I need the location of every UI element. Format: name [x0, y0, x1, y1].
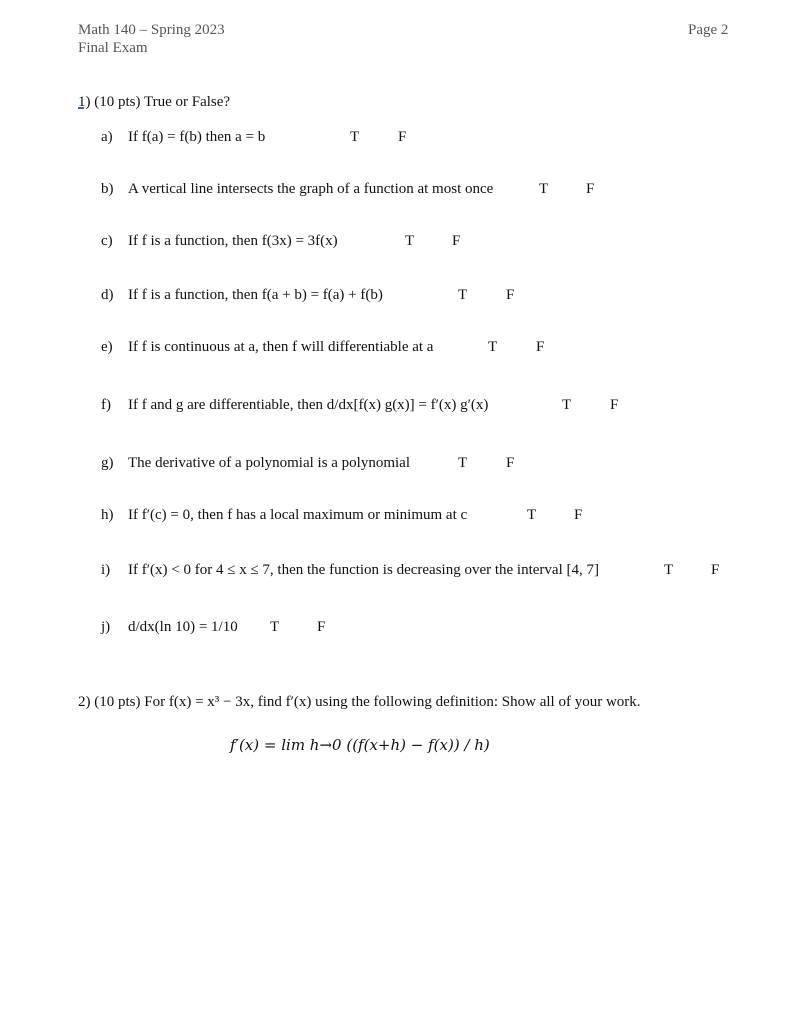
true-option[interactable]: T — [488, 339, 498, 355]
true-option[interactable]: T — [350, 129, 360, 145]
item-statement: A vertical line intersects the graph of a function at most once — [128, 181, 494, 197]
item-label: j) — [101, 619, 111, 635]
item-statement: If f(a) = f(b) then a = b — [128, 129, 266, 145]
item-statement: If f′(x) < 0 for 4 ≤ x ≤ 7, then the function is decreasing over the interval [4, 7] — [128, 562, 599, 578]
false-option[interactable]: F — [574, 507, 583, 523]
question-1-title: (10 pts) True or False? — [94, 94, 231, 110]
true-option[interactable]: T — [405, 233, 415, 249]
page-number: Page 2 — [688, 22, 729, 38]
question-1-number: 1) — [78, 94, 91, 110]
item-label: c) — [101, 233, 113, 249]
item-label: a) — [101, 129, 113, 145]
item-statement: If f is a function, then f(3x) = 3f(x) — [128, 233, 338, 249]
item-label: d) — [101, 287, 114, 303]
true-option[interactable]: T — [458, 455, 468, 471]
true-option[interactable]: T — [527, 507, 537, 523]
question-2-text: 2) (10 pts) For f(x) = x³ − 3x, find f′(x) using the following definition: Show all of your work. — [78, 694, 641, 710]
course-title: Math 140 – Spring 2023 — [78, 22, 225, 38]
item-statement: If f is a function, then f(a + b) = f(a) + f(b) — [128, 287, 383, 303]
false-option[interactable]: F — [711, 562, 720, 578]
question-1-heading — [78, 94, 230, 111]
item-label: i) — [101, 562, 111, 578]
false-option[interactable]: F — [610, 397, 619, 413]
false-option[interactable]: F — [398, 129, 407, 145]
false-option[interactable]: F — [452, 233, 461, 249]
item-statement: If f and g are differentiable, then d/dx[f(x) g(x)] = f′(x) g′(x) — [128, 397, 489, 413]
item-label: f) — [101, 397, 111, 413]
item-statement: If f is continuous at a, then f will differentiable at a — [128, 339, 434, 355]
item-statement: If f′(c) = 0, then f has a local maximum or minimum at c — [128, 507, 468, 523]
false-option[interactable]: F — [506, 287, 515, 303]
true-option[interactable]: T — [270, 619, 280, 635]
false-option[interactable]: F — [536, 339, 545, 355]
false-option[interactable]: F — [506, 455, 515, 471]
item-label: e) — [101, 339, 113, 355]
true-option[interactable]: T — [562, 397, 572, 413]
true-option[interactable]: T — [539, 181, 549, 197]
true-option[interactable]: T — [458, 287, 468, 303]
item-label: g) — [101, 455, 114, 471]
false-option[interactable]: F — [586, 181, 595, 197]
exam-title: Final Exam — [78, 40, 148, 56]
item-statement: d/dx(ln 10) = 1/10 — [128, 619, 238, 635]
item-label: b) — [101, 181, 114, 197]
false-option[interactable]: F — [317, 619, 326, 635]
item-statement: The derivative of a polynomial is a polynomial — [128, 455, 411, 471]
item-label: h) — [101, 507, 114, 523]
limit-definition-formula: f′(x) = lim h→0 ((f(x+h) − f(x)) / h) — [230, 736, 490, 754]
true-option[interactable]: T — [664, 562, 674, 578]
